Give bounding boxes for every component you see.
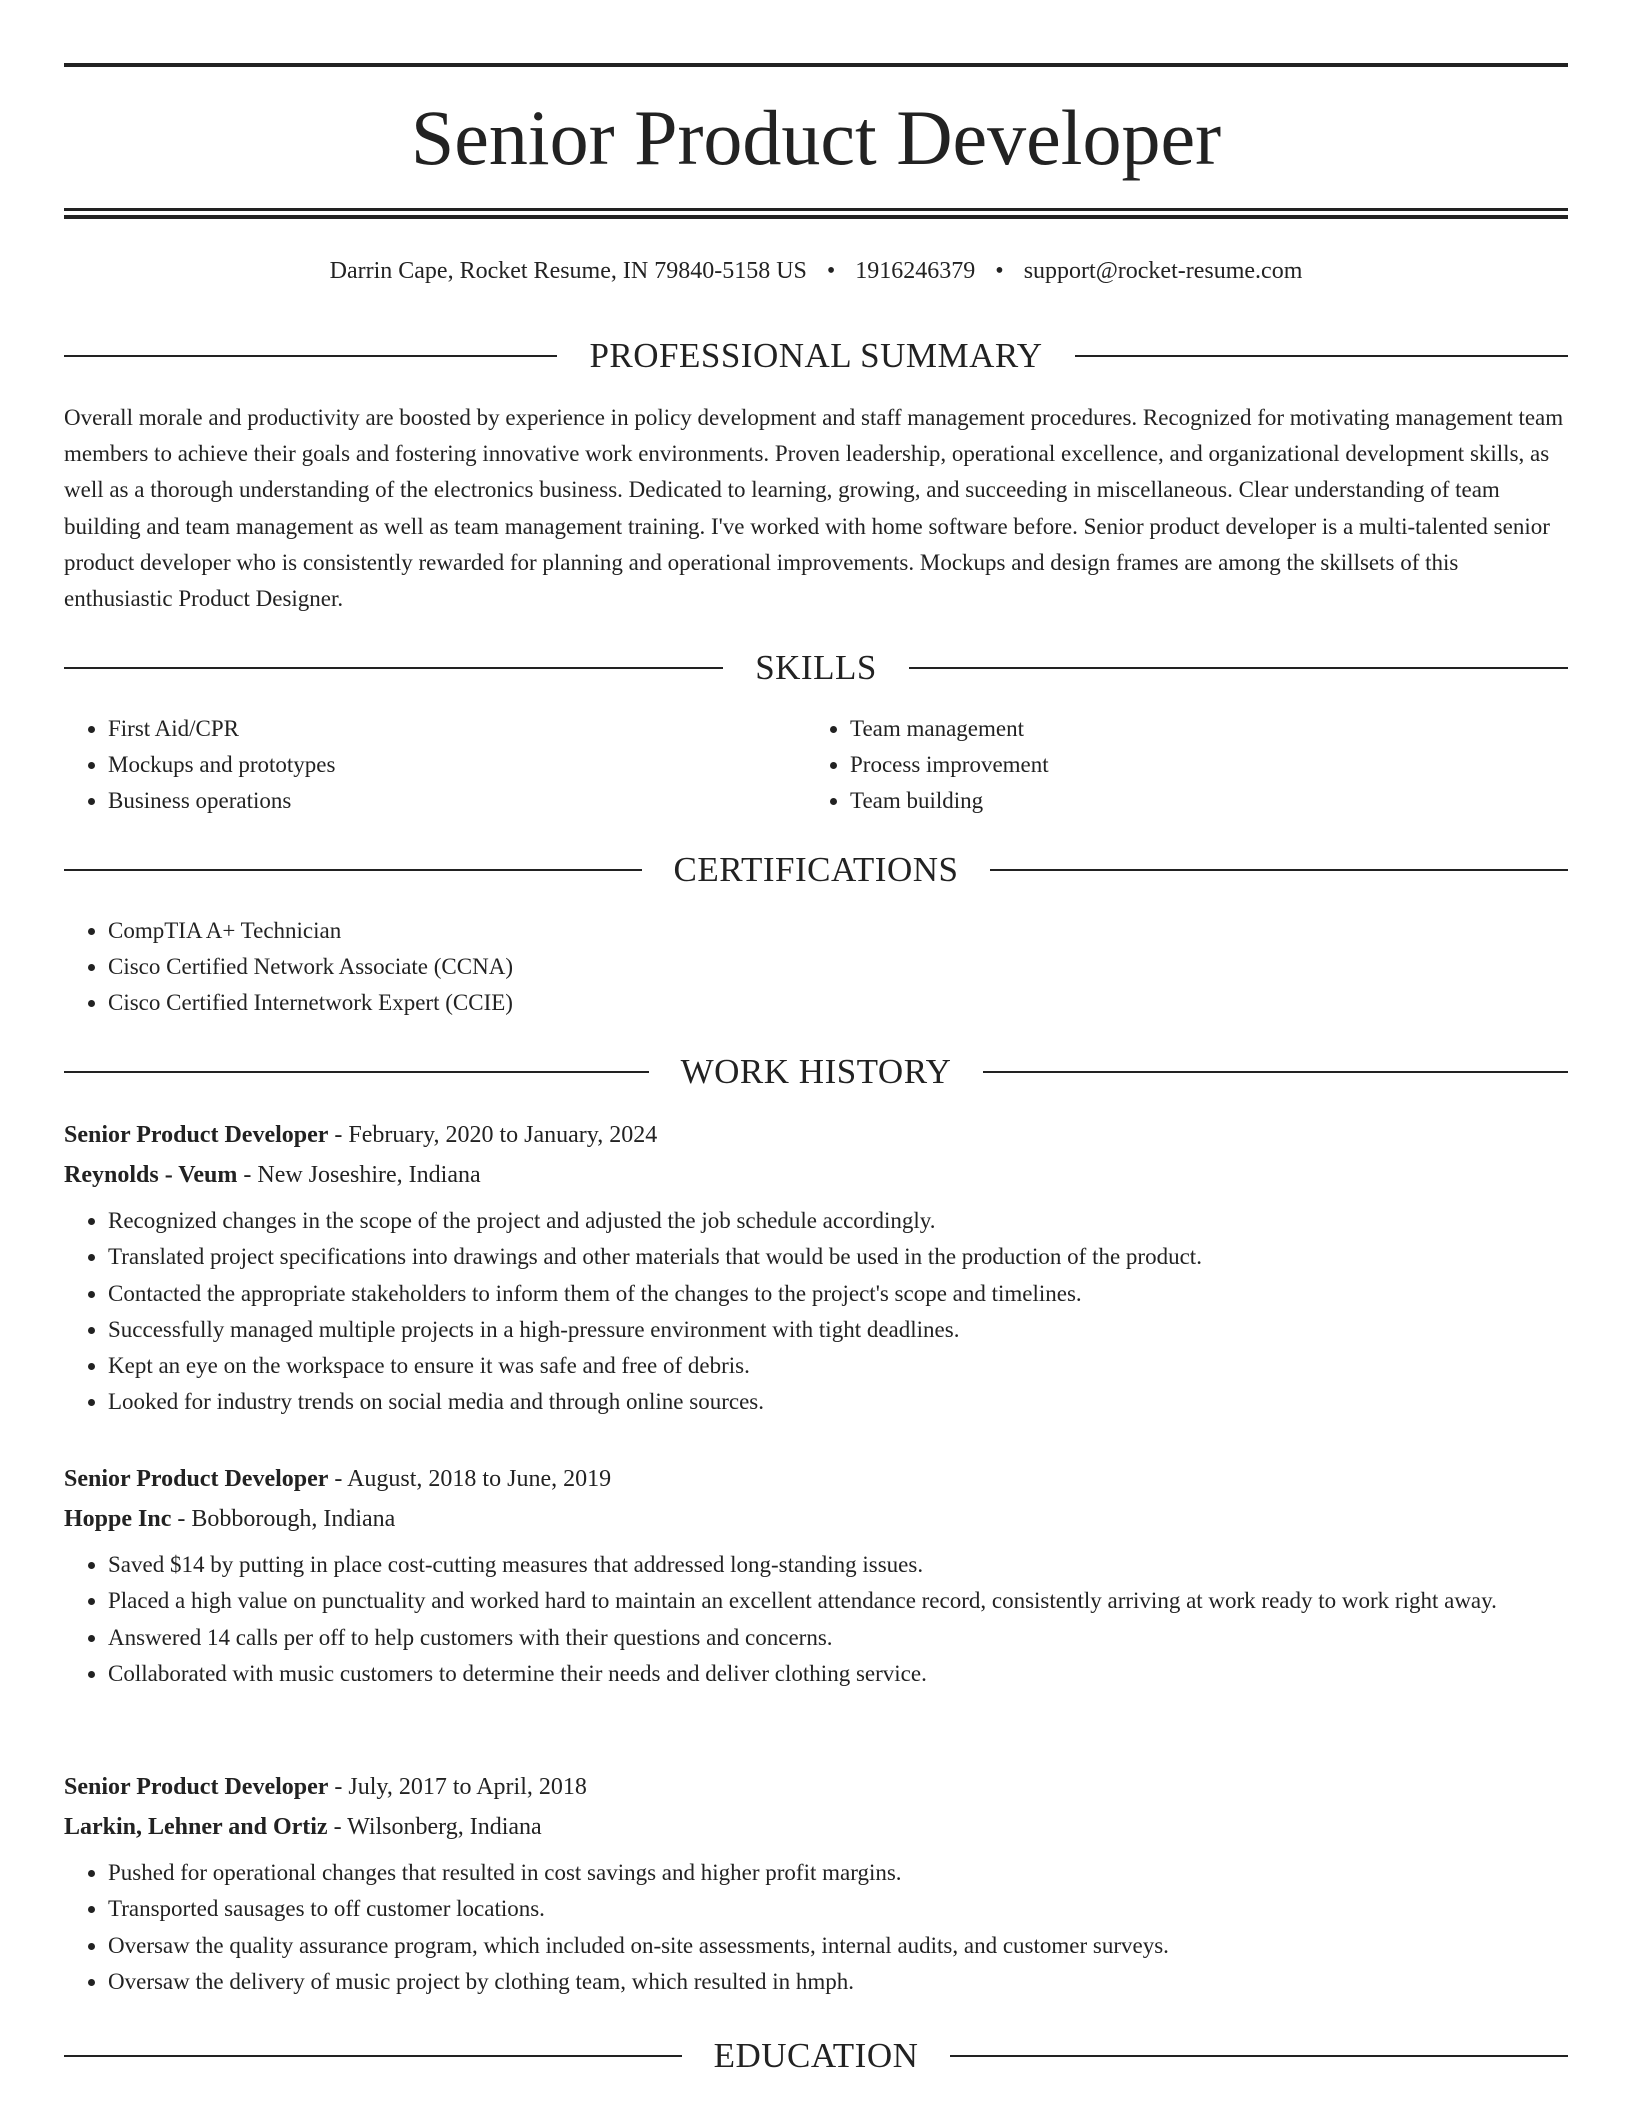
heading-rule-left (64, 1071, 649, 1073)
skill-item: • Mockups and prototypes (108, 747, 804, 783)
job-title: Senior Product Developer (64, 1774, 329, 1800)
job-title-line (64, 1459, 1568, 1499)
skills-column-right (806, 711, 1546, 819)
heading-rule-right (909, 667, 1568, 669)
certification-item: • CompTIA A+ Technician (108, 913, 1568, 949)
section-heading-label: WORK HISTORY (680, 1052, 952, 1091)
section-heading-label: CERTIFICATIONS (673, 850, 959, 889)
heading-rule-right (950, 2055, 1568, 2057)
heading-rule-right (983, 1071, 1568, 1073)
summary-text: Overall morale and productivity are boosted by experience in policy development and staff management procedures. Recognized for motivating management team members to achieve their goals and fostering innovative work environments. Proven leadership, operational excellence, and organizational development skills, as well as a thorough understanding of the electronics business. Dedicated to learning, growing, and succeeding in miscellaneous. Clear understanding of team building and team management as well as team management training. I've worked with home software before. Senior product developer is a multi-talented senior product developer who is consistently rewarded for planning and operational improvements. Mockups and design frames are among the skillsets of this enthusiastic Product Designer. (64, 405, 1564, 612)
job-location: - Wilsonberg, Indiana (327, 1814, 542, 1840)
section-heading-certifications (64, 848, 1568, 892)
work-entry (64, 1115, 1568, 1421)
job-bullets (64, 1855, 1568, 2000)
job-bullet: • Contacted the appropriate stakeholders to inform them of the changes to the project's scope and timelines. (108, 1276, 1568, 1312)
section-heading-education (64, 2034, 1568, 2078)
job-company: Hoppe Inc (64, 1506, 172, 1532)
skill-item: • Process improvement (850, 747, 1546, 783)
header-top-rule (64, 63, 1568, 67)
job-bullet: • Collaborated with music customers to determine their needs and deliver clothing service. (108, 1656, 1568, 1692)
heading-rule-left (64, 667, 723, 669)
job-bullet: • Saved $14 by putting in place cost-cutting measures that addressed long-standing issues. (108, 1547, 1568, 1583)
skill-item: • Business operations (108, 783, 804, 819)
heading-rule-left (64, 355, 557, 357)
contact-line (64, 253, 1568, 289)
certification-item: • Cisco Certified Internetwork Expert (CCIE) (108, 985, 1568, 1021)
job-dates: - August, 2018 to June, 2019 (328, 1466, 612, 1492)
job-bullet: • Transported sausages to off customer locations. (108, 1891, 1568, 1927)
header-double-rule-lower (64, 215, 1568, 219)
certifications-list (64, 913, 1568, 1021)
skill-item: • Team management (850, 711, 1546, 747)
job-bullet: • Translated project specifications into drawings and other materials that would be used in the production of the product. (108, 1239, 1568, 1275)
skill-item: • First Aid/CPR (108, 711, 804, 747)
job-location: - Bobborough, Indiana (171, 1506, 396, 1532)
job-bullet: • Placed a high value on punctuality and worked hard to maintain an excellent attendance record, consistently arriving at work ready to work right away. (108, 1583, 1568, 1619)
section-heading-summary (64, 334, 1568, 378)
section-heading-label: PROFESSIONAL SUMMARY (589, 336, 1043, 375)
job-company-line (64, 1155, 1568, 1195)
job-company: Larkin, Lehner and Ortiz (64, 1814, 328, 1840)
certifications-block (64, 913, 1568, 1021)
job-title: Senior Product Developer (64, 1122, 329, 1148)
job-company-line (64, 1807, 1568, 1847)
contact-email: support@rocket-resume.com (1023, 258, 1303, 284)
skills-list-right (806, 711, 1546, 819)
job-bullets (64, 1547, 1568, 1692)
heading-rule-left (64, 2055, 682, 2057)
job-company-line (64, 1499, 1568, 1539)
heading-rule-right (990, 869, 1568, 871)
job-dates: - February, 2020 to January, 2024 (328, 1122, 658, 1148)
work-entry (64, 1767, 1568, 2000)
job-bullet: • Pushed for operational changes that resulted in cost savings and higher profit margins. (108, 1855, 1568, 1891)
section-heading-label: SKILLS (755, 648, 877, 687)
contact-address: Darrin Cape, Rocket Resume, IN 79840-5158 US (329, 258, 807, 284)
certification-item: • Cisco Certified Network Associate (CCNA) (108, 949, 1568, 985)
job-dates: - July, 2017 to April, 2018 (328, 1774, 587, 1800)
work-entry (64, 1459, 1568, 1692)
heading-rule-left (64, 869, 642, 871)
job-bullet: • Oversaw the quality assurance program, which included on-site assessments, internal audits, and customer surveys. (108, 1928, 1568, 1964)
job-location: - New Joseshire, Indiana (237, 1162, 481, 1188)
skills-column-left (64, 711, 804, 819)
job-title-line (64, 1767, 1568, 1807)
job-title-line (64, 1115, 1568, 1155)
contact-phone: 1916246379 (855, 258, 976, 284)
skills-list-left (64, 711, 804, 819)
job-bullet: • Answered 14 calls per off to help customers with their questions and concerns. (108, 1620, 1568, 1656)
skill-item: • Team building (850, 783, 1546, 819)
job-bullets (64, 1203, 1568, 1421)
job-bullet: • Looked for industry trends on social media and through online sources. (108, 1384, 1568, 1420)
job-title: Senior Product Developer (64, 1466, 329, 1492)
resume-title: Senior Product Developer (410, 94, 1222, 181)
job-bullet: • Recognized changes in the scope of the project and adjusted the job schedule accordingly. (108, 1203, 1568, 1239)
job-bullet: • Successfully managed multiple projects in a high-pressure environment with tight deadlines. (108, 1312, 1568, 1348)
job-bullet: • Oversaw the delivery of music project by clothing team, which resulted in hmph. (108, 1964, 1568, 2000)
contact-separator: • (826, 258, 836, 284)
job-company: Reynolds - Veum (64, 1162, 238, 1188)
section-heading-work-history (64, 1050, 1568, 1094)
contact-separator: • (995, 258, 1004, 284)
section-heading-skills (64, 646, 1568, 690)
job-bullet: • Kept an eye on the workspace to ensure it was safe and free of debris. (108, 1348, 1568, 1384)
heading-rule-right (1075, 355, 1568, 357)
section-heading-label: EDUCATION (713, 2036, 919, 2075)
header-double-rule-upper (64, 208, 1568, 211)
